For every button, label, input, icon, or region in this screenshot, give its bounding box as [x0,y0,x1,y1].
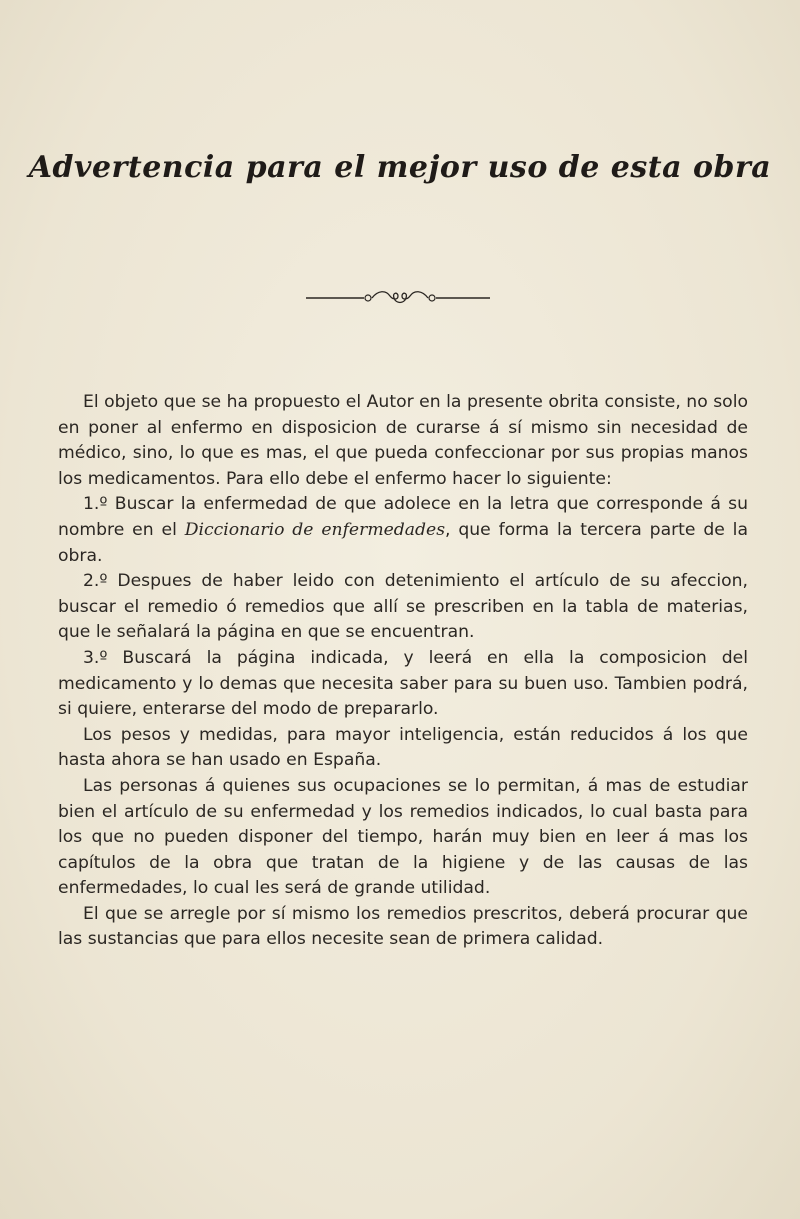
paragraph-step-3: 3.º Buscará la página indicada, y leerá en ella la composicion del medicamento y lo demas que necesita saber para su buen uso. Tambien podrá, si quiere, enterarse del modo de prepararlo. [58,647,748,720]
dictionary-title: Diccionario de enfermedades [184,519,446,540]
paragraph-weights: Los pesos y medidas, para mayor inteligencia, están reducidos á los que hasta ahora se han usado en España. [58,724,748,771]
paragraph-step-2: 2.º Despues de haber leido con detenimiento el artículo de su afeccion, buscar el remedio ó remedios que allí se prescriben en la tabla de materias, que le señalará la página en que se encuentran. [58,571,748,643]
body-text [58,390,748,953]
paragraph-quality: El que se arregle por sí mismo los remedios prescritos, deberá procurar que las sustancias que para ellos necesite sean de primera calidad. [58,903,748,950]
paragraph-step-1: 1.º Buscar la enfermedad de que adolece en la letra que corresponde á su nombre en el Diccionario de enfermedades, que forma la tercera parte de la obra. [58,494,748,566]
page-title: Advertencia para el mejor uso de esta obra [28,150,772,185]
ornamental-rule-icon [298,288,498,308]
paragraph-intro: El objeto que se ha propuesto el Autor en la presente obrita consiste, no solo en poner al enfermo en disposicion de curarse á sí mismo sin necesidad de médico, sino, lo que es mas, el que pueda confeccionar por sus propias manos los medicamentos. Para ello debe el enfermo hacer lo siguiente: [58,392,748,489]
paragraph-hygiene: Las personas á quienes sus ocupaciones se lo permitan, á mas de estudiar bien el artículo de su enfermedad y los remedios indicados, lo cual basta para los que no pueden disponer del tiempo, harán muy bien en leer á mas los capítulos de la obra que tratan de la higiene y de las causas de las enfermedades, lo cual les será de grande utilidad. [58,775,748,899]
